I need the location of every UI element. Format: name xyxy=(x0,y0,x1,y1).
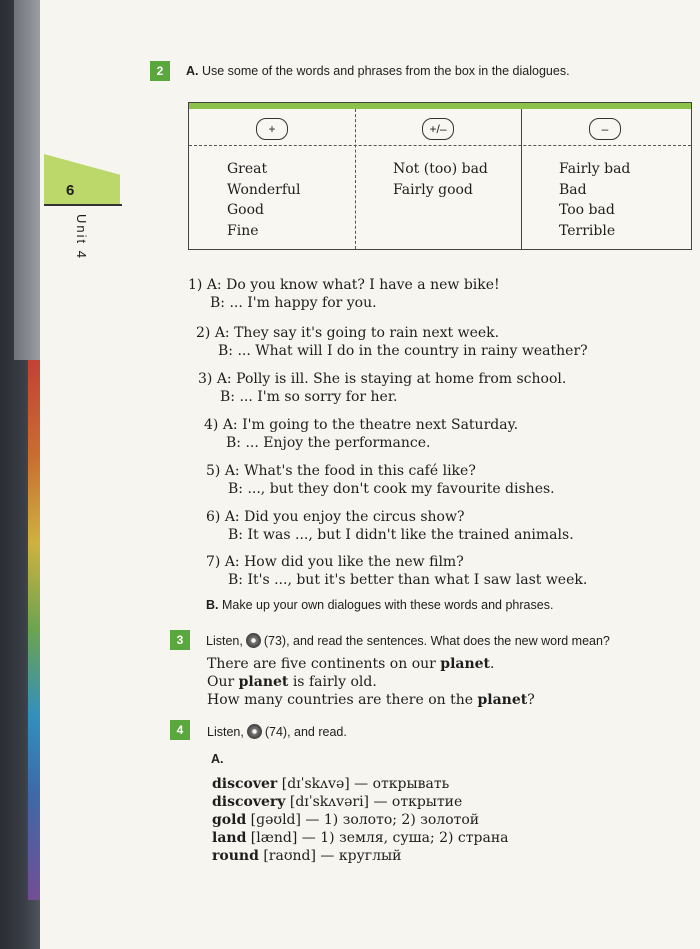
negative-symbol: – xyxy=(589,118,621,140)
phrase-box-table xyxy=(188,102,692,250)
dialogue-line-b: B: ..., but they don't cook my favourite dishes. xyxy=(228,481,555,497)
column-positive xyxy=(189,109,356,249)
dialogue-7 xyxy=(206,553,587,589)
table-cell: Great xyxy=(227,161,268,177)
listen-label: Listen, xyxy=(207,725,244,739)
dialogue-line-a: 1) A: Do you know what? I have a new bike! xyxy=(188,277,500,293)
table-cell: Bad xyxy=(559,181,587,198)
table-cell: Good xyxy=(227,202,265,218)
exercise-4-number: 4 xyxy=(170,720,190,740)
exercise-3-sentences xyxy=(207,655,535,709)
instruction-a-text: Use some of the words and phrases from the box in the dialogues. xyxy=(201,64,570,78)
table-cell: Fairly bad xyxy=(559,161,631,177)
page-edges xyxy=(14,0,40,360)
dialogue-line-a: 6) A: Did you enjoy the circus show? xyxy=(206,509,465,525)
dialogue-line-a: 4) A: I'm going to the theatre next Saturday. xyxy=(204,417,519,433)
dialogue-line-b: B: It was ..., but I didn't like the trained animals. xyxy=(228,527,574,543)
dialogue-line-b: B: ... I'm so sorry for her. xyxy=(220,389,398,405)
neutral-words xyxy=(393,159,488,200)
vocabulary-list xyxy=(212,775,509,865)
exercise-4-instruction xyxy=(207,724,347,739)
tab-divider xyxy=(44,204,122,206)
dialogue-line-a: 7) A: How did you like the new film? xyxy=(206,554,464,570)
page-number: 6 xyxy=(66,182,75,199)
table-cell: Not (too) bad xyxy=(393,161,488,177)
dialogue-1 xyxy=(188,276,500,312)
dialogue-line-a: 2) A: They say it's going to rain next week. xyxy=(196,325,500,341)
section-letter-a: A. xyxy=(186,64,199,78)
table-cell: Fine xyxy=(227,222,259,239)
dialogue-line-b: B: It's ..., but it's better than what I saw last week. xyxy=(228,572,588,588)
instruction-b-text: Make up your own dialogues with these words and phrases. xyxy=(221,598,554,612)
sentence-2: Our planet is fairly old. xyxy=(207,674,377,690)
table-cell: Wonderful xyxy=(227,181,301,198)
neutral-symbol: +/– xyxy=(422,118,454,140)
dialogue-3 xyxy=(198,370,566,406)
exercise-2-number: 2 xyxy=(150,61,170,81)
vocab-item: discovery [dɪˈskʌvəri] — открытие xyxy=(212,794,463,810)
positive-words xyxy=(227,159,301,241)
audio-cd-icon[interactable] xyxy=(246,633,261,648)
column-neutral xyxy=(355,109,522,249)
section-letter-b: B. xyxy=(206,598,219,612)
dialogue-line-b: B: ... What will I do in the country in rainy weather? xyxy=(218,343,588,359)
audio-cd-icon[interactable] xyxy=(247,724,262,739)
dialogue-line-a: 3) A: Polly is ill. She is staying at home from school. xyxy=(198,371,567,387)
section-letter-a: A. xyxy=(211,752,224,766)
dialogue-2 xyxy=(196,324,588,360)
table-cell: Fairly good xyxy=(393,181,473,198)
positive-symbol: + xyxy=(256,118,288,140)
dialogue-4 xyxy=(204,416,518,452)
vocab-item: discover [dɪˈskʌvə] — открывать xyxy=(212,776,450,792)
table-cell: Too bad xyxy=(559,202,615,218)
table-cell: Terrible xyxy=(559,222,616,239)
exercise-4-track-text: (74), and read. xyxy=(264,725,347,739)
dialogue-line-a: 5) A: What's the food in this café like? xyxy=(206,463,476,479)
exercise-3-track-text: (73), and read the sentences. What does the new word mean? xyxy=(263,634,610,648)
dialogue-line-b: B: ... Enjoy the performance. xyxy=(226,435,431,451)
column-negative xyxy=(521,109,689,249)
exercise-2-instruction-b xyxy=(206,598,553,612)
exercise-3-instruction xyxy=(206,633,610,648)
vocab-item: land [lænd] — 1) земля, суша; 2) страна xyxy=(212,830,509,846)
negative-words xyxy=(559,159,630,241)
vocab-item: gold [ɡəʊld] — 1) золото; 2) золотой xyxy=(212,812,480,828)
exercise-3-number: 3 xyxy=(170,630,190,650)
sentence-1: There are five continents on our planet. xyxy=(207,656,495,672)
unit-label: Unit 4 xyxy=(74,214,89,260)
listen-label: Listen, xyxy=(206,634,243,648)
sentence-3: How many countries are there on the planet? xyxy=(207,692,535,708)
dialogue-6 xyxy=(206,508,574,544)
dialogue-line-b: B: ... I'm happy for you. xyxy=(210,295,377,311)
vocab-item: round [raʊnd] — круглый xyxy=(212,848,402,864)
exercise-2-instruction-a xyxy=(186,64,570,78)
dialogue-5 xyxy=(206,462,555,498)
